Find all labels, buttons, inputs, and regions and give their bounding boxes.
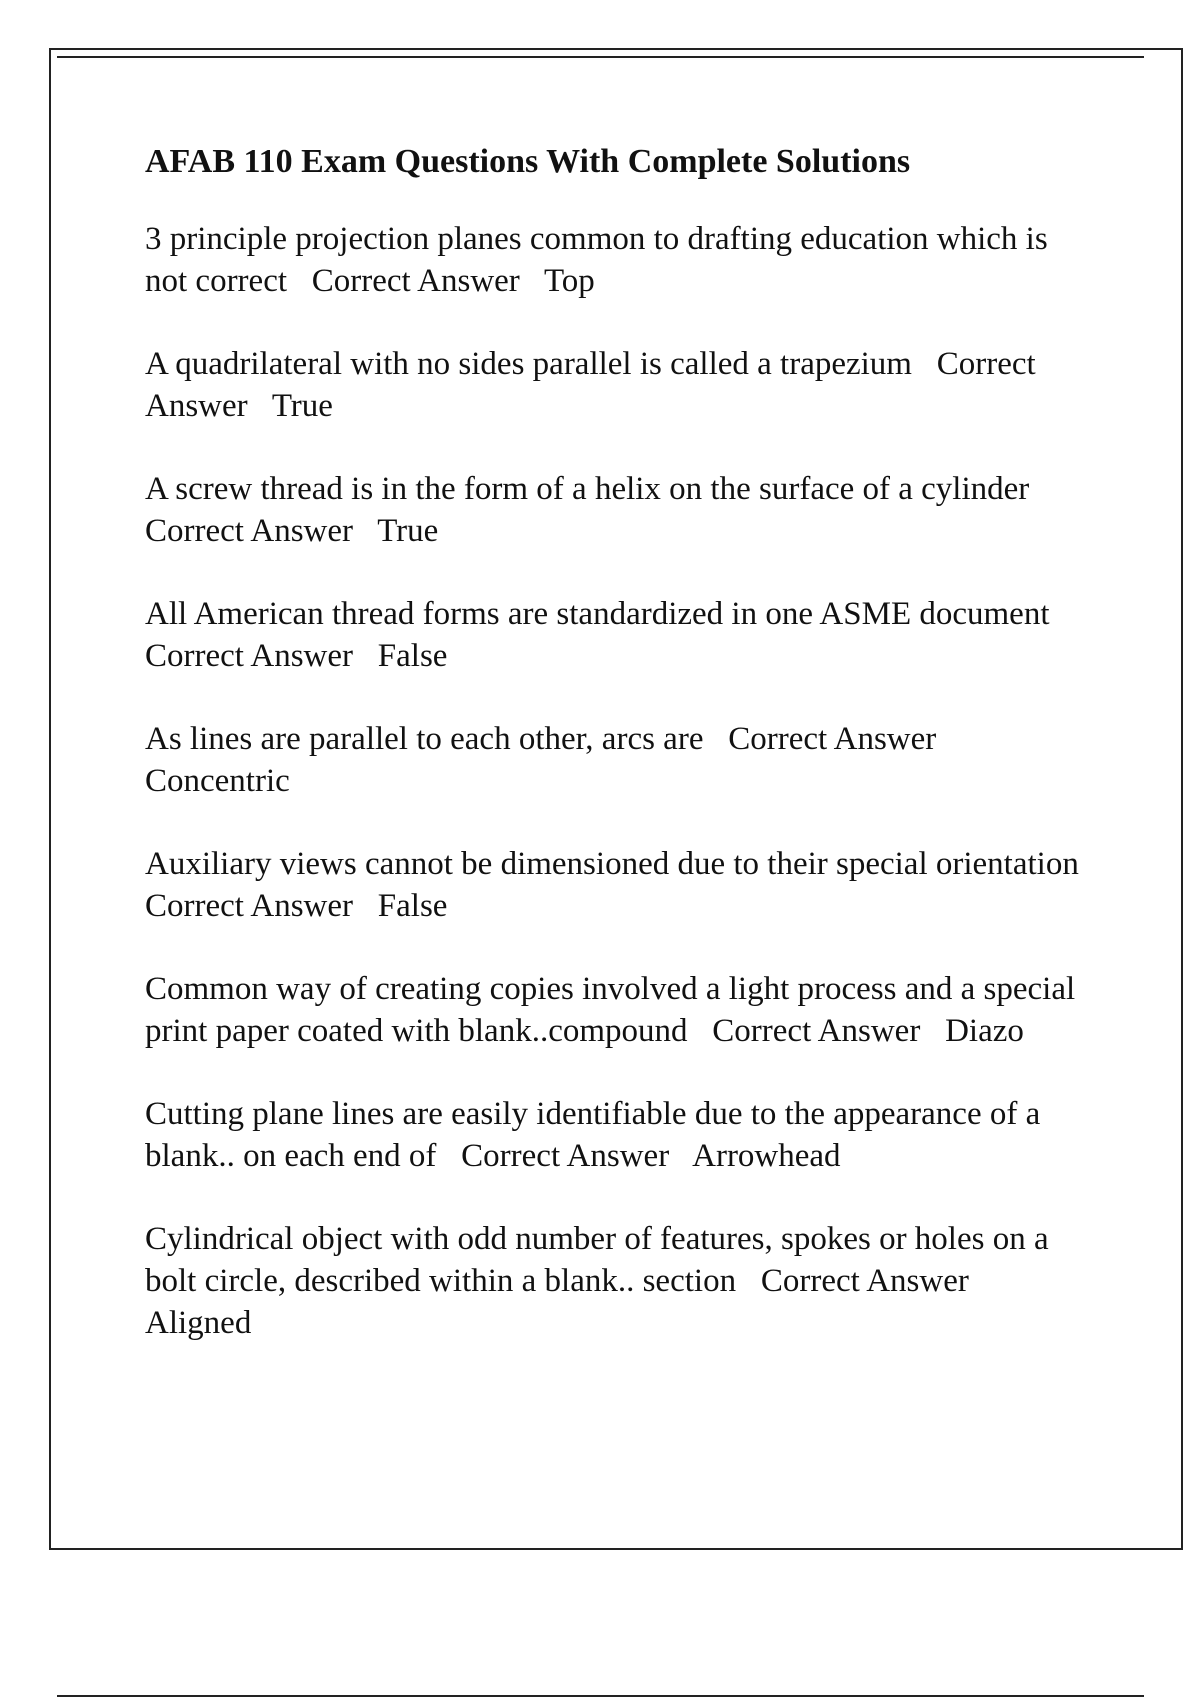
question-text: A quadrilateral with no sides parallel is called a trapezium [145, 346, 912, 382]
question-text: Common way of creating copies involved a light process and a special print paper coated with blank..compound [145, 971, 1084, 1049]
answer-text: False [377, 638, 448, 674]
question-text: Auxiliary views cannot be dimensioned due to their special orientation [145, 846, 1079, 882]
answer-label: Correct Answer [145, 638, 354, 674]
qa-item [145, 1218, 1095, 1344]
question-text: 3 principle projection planes common to drafting education which is not correct [145, 221, 1056, 299]
qa-list [145, 218, 1095, 1344]
answer-label: Correct Answer [712, 1013, 921, 1049]
answer-label: Correct Answer [760, 1263, 969, 1299]
answer-text: True [271, 388, 333, 424]
qa-item [145, 593, 1095, 677]
answer-label: Correct Answer [145, 888, 354, 924]
answer-text: Aligned [145, 1305, 252, 1341]
question-text: Cutting plane lines are easily identifiable due to the appearance of a blank.. on each end of [145, 1096, 1049, 1174]
top-rule [57, 56, 1144, 58]
answer-text: Arrowhead [692, 1138, 841, 1174]
answer-label: Correct Answer [145, 346, 1043, 424]
answer-text: Concentric [145, 763, 290, 799]
question-text: Cylindrical object with odd number of features, spokes or holes on a bolt circle, described within a blank.. section [145, 1221, 1057, 1299]
question-text: As lines are parallel to each other, arcs are [145, 721, 704, 757]
qa-item [145, 468, 1095, 552]
answer-label: Correct Answer [728, 721, 937, 757]
answer-text: Top [543, 263, 595, 299]
answer-label: Correct Answer [311, 263, 520, 299]
answer-text: False [377, 888, 448, 924]
qa-item [145, 718, 1095, 802]
qa-item [145, 843, 1095, 927]
answer-text: True [377, 513, 439, 549]
document-body [145, 140, 1095, 1385]
document-title: AFAB 110 Exam Questions With Complete Solutions [145, 143, 911, 180]
answer-text: Diazo [945, 1013, 1024, 1049]
qa-item [145, 218, 1095, 302]
answer-label: Correct Answer [145, 513, 354, 549]
answer-label: Correct Answer [461, 1138, 670, 1174]
footer-rule [57, 1695, 1144, 1697]
question-text: A screw thread is in the form of a helix on the surface of a cylinder [145, 471, 1030, 507]
question-text: All American thread forms are standardized in one ASME document [145, 596, 1050, 632]
qa-item [145, 343, 1095, 427]
qa-item [145, 1093, 1095, 1177]
qa-item [145, 968, 1095, 1052]
